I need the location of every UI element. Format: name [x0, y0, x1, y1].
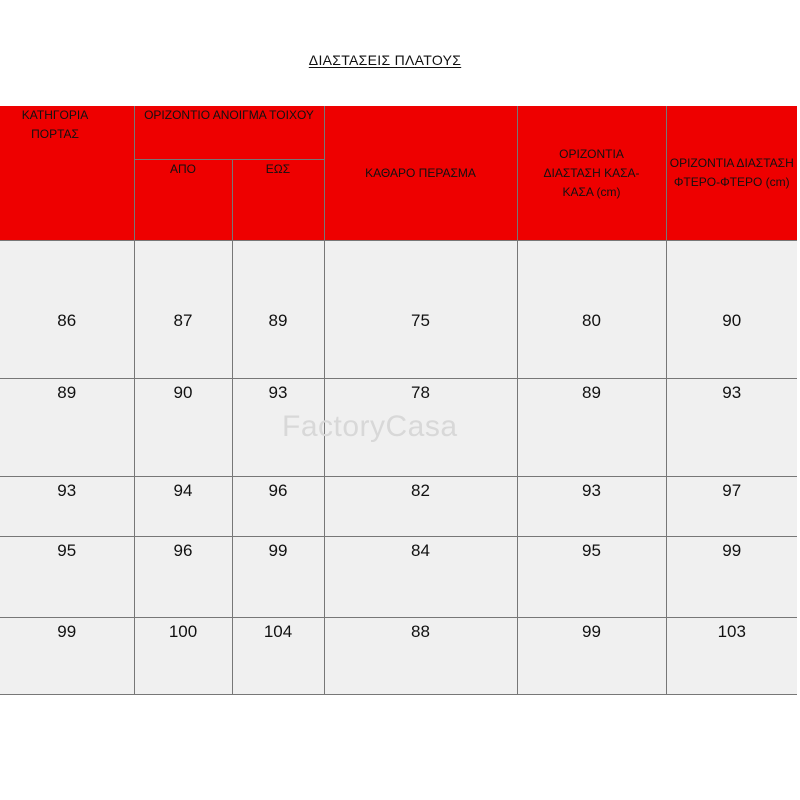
header-frame-to-frame-label: ΟΡΙΖΟΝΤΙΑ ΔΙΑΣΤΑΣΗ ΚΑΣΑ-ΚΑΣΑ (cm) [543, 146, 640, 199]
cell-to: 93 [232, 379, 324, 477]
cell-category: 99 [0, 618, 134, 695]
table-row [0, 618, 797, 695]
cell-from: 100 [134, 618, 232, 695]
table-row [0, 241, 797, 379]
cell-clear-passage: 88 [324, 618, 517, 695]
cell-wing-to-wing: 90 [666, 241, 797, 379]
cell-category: 89 [0, 379, 134, 477]
cell-frame-to-frame: 89 [517, 379, 666, 477]
cell-to: 96 [232, 477, 324, 537]
cell-to: 104 [232, 618, 324, 695]
page-title: ΔΙΑΣΤΑΣΕΙΣ ΠΛΑΤΟΥΣ [308, 52, 462, 68]
header-to: ΕΩΣ [232, 160, 324, 241]
cell-frame-to-frame: 99 [517, 618, 666, 695]
header-wall-opening: ΟΡΙΖΟΝΤΙΟ ΑΝΟΙΓΜΑ ΤΟΙΧΟΥ [134, 106, 324, 160]
cell-from: 90 [134, 379, 232, 477]
cell-frame-to-frame: 80 [517, 241, 666, 379]
table-row [0, 379, 797, 477]
header-wing-to-wing [666, 106, 797, 241]
cell-from: 94 [134, 477, 232, 537]
cell-wing-to-wing: 97 [666, 477, 797, 537]
cell-category: 93 [0, 477, 134, 537]
cell-frame-to-frame: 93 [517, 477, 666, 537]
cell-clear-passage: 78 [324, 379, 517, 477]
cell-from: 87 [134, 241, 232, 379]
cell-to: 99 [232, 537, 324, 618]
cell-wing-to-wing: 93 [666, 379, 797, 477]
watermark: FactoryCasa [282, 410, 458, 443]
header-frame-to-frame [517, 106, 666, 241]
header-wing-to-wing-label: ΟΡΙΖΟΝΤΙΑ ΔΙΑΣΤΑΣΗ ΦΤΕΡΟ-ΦΤΕΡΟ (cm) [669, 156, 794, 189]
cell-category: 95 [0, 537, 134, 618]
cell-wing-to-wing: 99 [666, 537, 797, 618]
cell-clear-passage: 84 [324, 537, 517, 618]
header-from: ΑΠΟ [134, 160, 232, 241]
cell-to: 89 [232, 241, 324, 379]
cell-category: 86 [0, 241, 134, 379]
cell-from: 96 [134, 537, 232, 618]
header-category-label: ΚΑΤΗΓΟΡΙΑ ΠΟΡΤΑΣ [21, 108, 89, 141]
header-category [0, 106, 134, 241]
cell-wing-to-wing: 103 [666, 618, 797, 695]
cell-frame-to-frame: 95 [517, 537, 666, 618]
header-row [0, 106, 797, 160]
table-row [0, 477, 797, 537]
header-clear-passage: ΚΑΘΑΡΟ ΠΕΡΑΣΜΑ [324, 106, 517, 241]
cell-clear-passage: 82 [324, 477, 517, 537]
width-dimensions-table [0, 106, 797, 695]
table-row [0, 537, 797, 618]
cell-clear-passage: 75 [324, 241, 517, 379]
